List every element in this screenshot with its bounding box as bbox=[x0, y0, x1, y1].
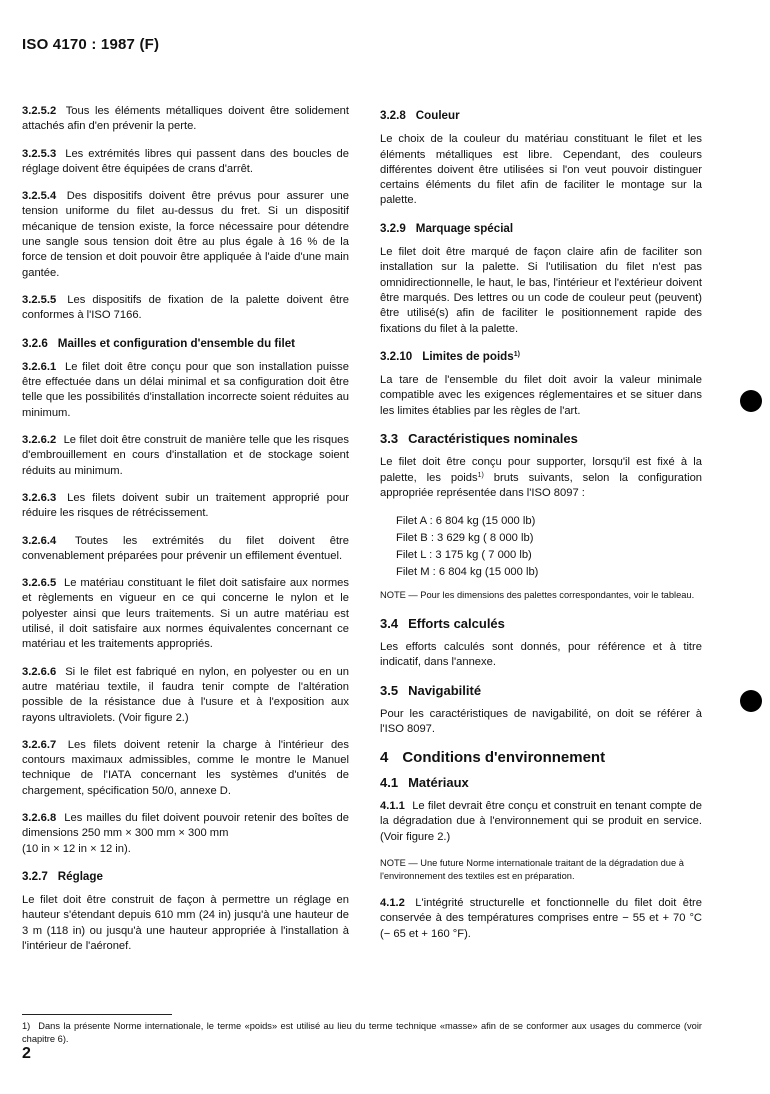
heading-3-2-10 bbox=[380, 349, 702, 364]
clause-3-2-6-8 bbox=[22, 811, 349, 857]
margin-marker-dot bbox=[740, 390, 762, 412]
clause-number: 3.2.6.1 bbox=[22, 360, 57, 373]
heading-title: Limites de poids bbox=[422, 349, 514, 363]
clause-text: Les mailles du filet doivent pouvoir retenir des boîtes de dimensions 250 mm × 300 mm × 300 mm bbox=[22, 811, 350, 840]
heading-3-2-9 bbox=[380, 221, 702, 236]
load-item: Filet A : 6 804 kg (15 000 lb) bbox=[396, 515, 536, 528]
load-item: Filet M : 6 804 kg (15 000 lb) bbox=[396, 566, 539, 579]
clause-3-2-6-2 bbox=[22, 433, 349, 479]
clause-3-2-6-6 bbox=[22, 665, 349, 726]
clause-number: 3.2.5.5 bbox=[22, 293, 57, 306]
clause-3-2-6-1 bbox=[22, 360, 349, 421]
heading-number: 3.2.7 bbox=[22, 869, 48, 883]
footnote-ref: 1) bbox=[477, 471, 484, 479]
clause-text: Le matériau constituant le filet doit satisfaire aux normes et règlements en vigueur en ce qui concerne le nylon et le polyester ainsi que leurs traitements. Si un autre matériau est utilisé, il doit satisfaire aux normes équivalentes concernant ce matériau et les traitements appropriés. bbox=[22, 577, 349, 651]
clause-number: 3.2.5.2 bbox=[22, 105, 57, 117]
clause-number: 3.2.6.7 bbox=[22, 738, 57, 751]
heading-number: 3.5 bbox=[380, 682, 399, 698]
heading-3-2-6 bbox=[22, 336, 349, 351]
clause-3-2-6-4 bbox=[22, 534, 349, 565]
note-3-3: NOTE — Pour les dimensions des palettes correspondantes, voir le tableau. bbox=[380, 590, 695, 601]
clause-3-2-5-4 bbox=[22, 189, 349, 281]
page-number: 2 bbox=[22, 1045, 31, 1062]
footnote-separator bbox=[22, 1014, 172, 1015]
heading-number: 3.2.9 bbox=[380, 221, 406, 235]
clause-3-2-7-text: Le filet doit être construit de façon à permettre un réglage en hauteur s'étendant depuis 610 mm (24 in) jusqu'à une hauteur de 3 m (118 in) ou jusqu'à une hauteur appropriée à l'installation à l'intérieur de l'aéronef. bbox=[22, 894, 349, 953]
clause-number: 3.2.6.3 bbox=[22, 491, 57, 504]
margin-marker-dot bbox=[740, 690, 762, 712]
clause-text: Le filet doit être construit de manière telle que les risques d'embrouillement en cours d'installation et de stockage soient réduits au minimum. bbox=[22, 434, 349, 477]
heading-number: 3.2.8 bbox=[380, 109, 406, 122]
clause-number: 4.1.2 bbox=[380, 897, 405, 909]
heading-3-3 bbox=[380, 431, 702, 446]
heading-3-5 bbox=[380, 683, 702, 698]
clause-4-1-2 bbox=[380, 896, 702, 942]
clause-text: Les dispositifs de fixation de la palette doivent être conformes à l'ISO 7166. bbox=[22, 293, 350, 322]
load-list bbox=[396, 513, 702, 581]
clause-3-2-10-text: La tare de l'ensemble du filet doit avoir la valeur minimale compatible avec les exigences réglementaires et se situer dans les limites établies par les règles de l'art. bbox=[380, 374, 702, 417]
clause-text: Toutes les extrémités du filet doivent être convenablement préparées pour prévenir un effilement éventuel. bbox=[22, 534, 350, 562]
load-item: Filet B : 3 629 kg ( 8 000 lb) bbox=[396, 532, 534, 545]
clause-text: Les extrémités libres qui passent dans des boucles de réglage doivent être équipées de crans d'arrêt. bbox=[22, 147, 349, 175]
clause-text: Les filets doivent retenir la charge à l'intérieur des contours maximaux admissibles, comme le montre le Manuel technique de l'IATA concernant les systèmes d'unités de chargement, spécification 50/0, annexe D. bbox=[22, 738, 349, 797]
clause-text-cont: bruts suivants, selon la configuration appropriée représentée dans l'ISO 8097 : bbox=[380, 471, 703, 499]
heading-number: 4.1 bbox=[380, 774, 399, 790]
heading-3-2-7 bbox=[22, 869, 349, 884]
clause-text: L'intégrité structurelle et fonctionnelle du filet doit être conservée à des températures comprises entre − 55 et + 70 °C (− 65 et + 160 °F). bbox=[380, 897, 703, 940]
chapter-number: 4 bbox=[380, 748, 389, 766]
heading-number: 3.3 bbox=[380, 431, 399, 447]
footnote bbox=[22, 1020, 702, 1046]
heading-title: Marquage spécial bbox=[415, 221, 514, 235]
heading-number: 3.2.6 bbox=[22, 336, 48, 350]
clause-text-imperial: (10 in × 12 in × 12 in). bbox=[22, 842, 131, 855]
clause-number: 3.2.6.6 bbox=[22, 665, 57, 678]
footnote-text: Dans la présente Norme internationale, le terme «poids» est utilisé au lieu du terme technique «masse» afin de se conformer aux usages du commerce (voir chapitre 6). bbox=[22, 1021, 702, 1044]
clause-text: Tous les éléments métalliques doivent être solidement attachés afin d'en prévenir la perte. bbox=[22, 105, 350, 133]
clause-number: 3.2.6.2 bbox=[22, 434, 57, 447]
heading-4-1 bbox=[380, 775, 702, 790]
clause-text: Le filet devrait être conçu et construit en tenant compte de la dégradation due à l'environnement qui se produit en service. (Voir figure 2.) bbox=[380, 800, 702, 843]
clause-3-2-8-text: Le choix de la couleur du matériau constituant le filet et les éléments métalliques est libre. Cependant, des couleurs différentes doivent être utilisées si l'on veut pouvoir distinguer certains éléments du filet afin de faciliter le montage sur la palette. bbox=[380, 133, 702, 207]
clause-number: 3.2.6.4 bbox=[22, 534, 57, 547]
clause-3-2-5-3 bbox=[22, 147, 349, 178]
chapter-title: Conditions d'environnement bbox=[402, 748, 606, 766]
clause-3-2-6-3 bbox=[22, 491, 349, 522]
heading-title: Mailles et configuration d'ensemble du filet bbox=[57, 336, 296, 350]
heading-title: Matériaux bbox=[408, 774, 469, 790]
clause-number: 3.2.6.5 bbox=[22, 577, 57, 590]
load-item: Filet L : 3 175 kg ( 7 000 lb) bbox=[396, 549, 532, 562]
footnote-mark: 1) bbox=[22, 1021, 31, 1031]
clause-text: Des dispositifs doivent être prévus pour assurer une tension uniforme du filet au-dessus du fret. Si un dispositif mécanique de tension existe, la force nécessaire pour détendre une sangle sous tension doit être au plus égale à 16 % de la force de tension et doit pouvoir être appliquée à l'aide d'une main gantée. bbox=[22, 190, 349, 279]
heading-title: Efforts calculés bbox=[408, 615, 505, 631]
clause-3-2-6-7 bbox=[22, 738, 349, 799]
clause-3-2-5-5 bbox=[22, 293, 349, 324]
clause-text: Le filet doit être conçu pour que son installation puisse être effectuée dans un délai minimal et sa configuration doit être telle que les possibilités d'installation incorrecte soient réduites au minimum. bbox=[22, 360, 349, 419]
left-column bbox=[22, 104, 349, 966]
clause-text: Si le filet est fabriqué en nylon, en polyester ou en un autre matériau textile, il faudra tenir compte de l'altération possible de la résistance due à l'usure et à l'exposition aux rayons ultraviolets. (Voir figure 2.) bbox=[22, 665, 350, 724]
footnote-ref: 1) bbox=[513, 350, 520, 358]
clause-3-3-text bbox=[380, 455, 702, 501]
clause-3-2-5-2 bbox=[22, 104, 349, 135]
heading-title: Caractéristiques nominales bbox=[408, 431, 578, 447]
document-header: ISO 4170 : 1987 (F) bbox=[22, 36, 160, 53]
clause-3-2-6-5 bbox=[22, 576, 349, 652]
clause-number: 4.1.1 bbox=[380, 800, 405, 813]
clause-3-2-9-text: Le filet doit être marqué de façon claire afin de faciliter son installation sur la palette. Si l'utilisation du filet n'est pas omnidirectionnelle, le haut, le bas, l'intérieur et l'extérieur doivent être marqués. Des lettres ou un code de couleur peut (peuvent) être utilisé(s) afin de faciliter le positionnement rapide des fixations du filet à la palette. bbox=[380, 246, 702, 335]
clause-text: Le filet doit être conçu pour supporter, lorsqu'il est fixé à la palette, les poids bbox=[380, 456, 702, 484]
clause-number: 3.2.5.4 bbox=[22, 190, 57, 203]
clause-number: 3.2.5.3 bbox=[22, 147, 57, 160]
heading-title: Réglage bbox=[57, 869, 103, 883]
clause-number: 3.2.6.8 bbox=[22, 811, 57, 824]
heading-title: Couleur bbox=[415, 109, 460, 122]
heading-number: 3.4 bbox=[380, 615, 399, 631]
clause-3-5-text: Pour les caractéristiques de navigabilité, on doit se référer à l'ISO 8097. bbox=[380, 707, 702, 736]
note-4-1-1: NOTE — Une future Norme internationale traitant de la dégradation due à l'environnement des textiles est en préparation. bbox=[380, 858, 684, 881]
heading-number: 3.2.10 bbox=[380, 349, 413, 363]
heading-3-4 bbox=[380, 616, 702, 631]
chapter-4-heading bbox=[380, 750, 702, 765]
clause-text: Les filets doivent subir un traitement approprié pour réduire les risques de rétrécissement. bbox=[22, 491, 349, 520]
heading-3-2-8 bbox=[380, 108, 702, 123]
clause-4-1-1 bbox=[380, 799, 702, 845]
clause-3-4-text: Les efforts calculés sont donnés, pour référence et à titre indicatif, dans l'annexe. bbox=[380, 641, 702, 669]
heading-title: Navigabilité bbox=[408, 682, 482, 698]
right-column bbox=[380, 104, 702, 954]
